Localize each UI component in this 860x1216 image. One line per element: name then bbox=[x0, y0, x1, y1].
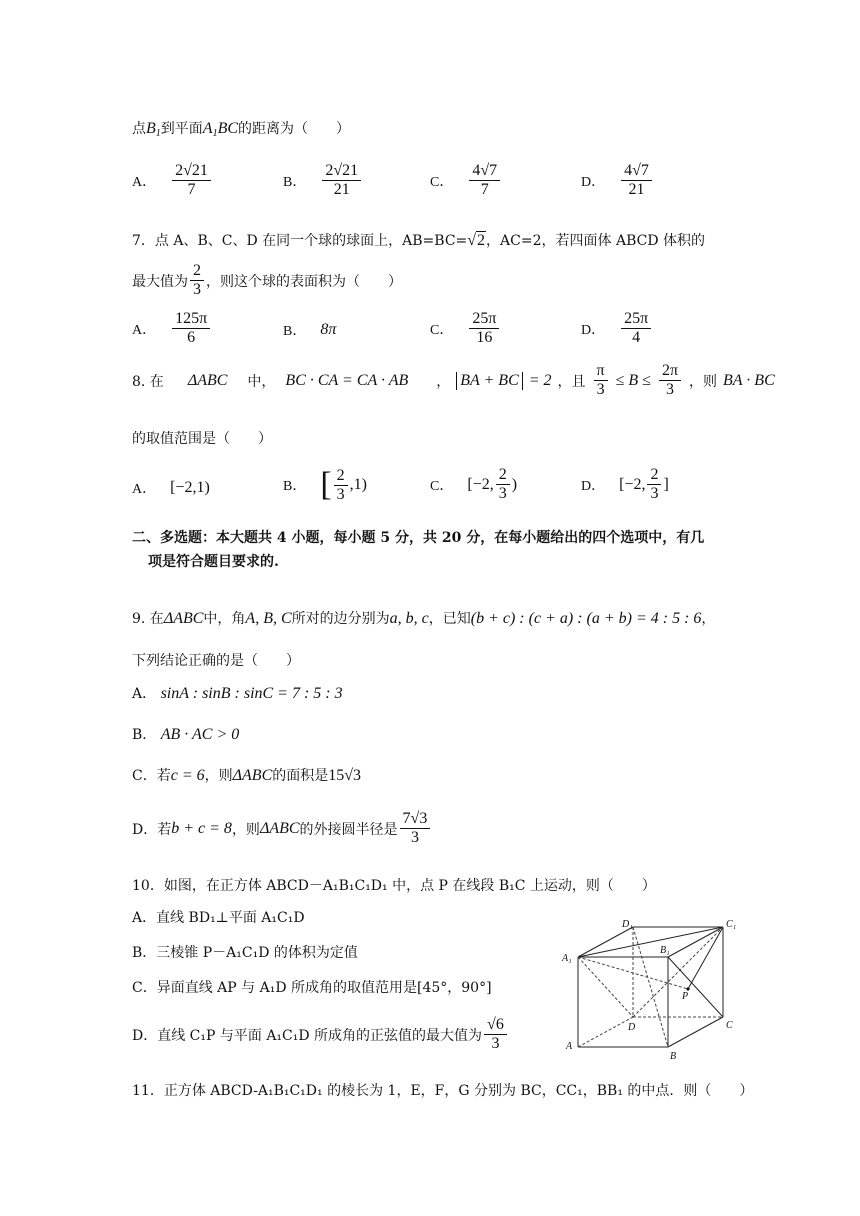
fraction: $\frac{√6}{3}$ bbox=[484, 1016, 507, 1053]
label-b1: B₁ bbox=[660, 945, 670, 956]
vector-equation: BC · CA = CA · AB bbox=[285, 371, 409, 389]
q10-option-b: B．三棱锥 P－A₁C₁D 的体积为定值 bbox=[132, 945, 358, 961]
cube-figure bbox=[556, 915, 746, 1065]
label-d1: D₁ bbox=[622, 919, 633, 930]
label-c: C bbox=[726, 1020, 733, 1031]
fraction: $\frac{125\pi}{6}$ bbox=[172, 310, 210, 347]
q10-option-c: C．异面直线 AP 与 A₁D 所成角的取值范用是[45°，90°] bbox=[132, 980, 492, 996]
section-heading: 二、多选题：本大题共 4 小题，每小题 5 分，共 20 分，在每小题给出的四个选项中，有几 bbox=[132, 530, 705, 546]
section-heading-cont: 项是符合题目要求的. bbox=[148, 554, 279, 570]
label-a: A bbox=[566, 1041, 573, 1052]
q10-line1: 10．如图，在正方体 ABCD－A₁B₁C₁D₁ 中，点 P 在线段 B₁C 上运动，则（ ） bbox=[132, 878, 656, 894]
q6-stem: 点$B_1$到平面$A_1BC$的距离为（ ） bbox=[132, 120, 351, 139]
label-c1: C₁ bbox=[726, 919, 737, 930]
q8-option-a: A． [−2,1) bbox=[132, 479, 210, 497]
q9-line2: 下列结论正确的是（ ） bbox=[132, 653, 300, 669]
q9-option-d: D．若 b + c = 8 ，则 ΔABC 的外接圆半径是 $\frac{7√3}{3}$ bbox=[132, 810, 432, 847]
q8-option-c: C． [−2, $\frac{2}{3}$ ) bbox=[430, 466, 518, 502]
fraction: $\frac{7√3}{3}$ bbox=[400, 810, 431, 847]
fraction: $\frac{2}{3}$ bbox=[496, 466, 510, 503]
q10-option-d: D．直线 C₁P 与平面 A₁C₁D 所成角的正弦值的最大值为 $\frac{√6}{3}$ bbox=[132, 1016, 509, 1053]
q9-option-c: C．若c = 6，则ΔABC的面积是15√3 bbox=[132, 767, 362, 784]
fraction: $\frac{2}{3}$ bbox=[334, 467, 348, 504]
q6-option-a: A． $\frac{2√21}{7}$ bbox=[132, 162, 213, 199]
q7-option-b: B． 8π bbox=[283, 321, 337, 339]
q8-option-b: B． [ $\frac{2}{3}$ ,1) bbox=[283, 466, 367, 503]
point-b1: $B_1$ bbox=[146, 120, 161, 139]
q8-line2: 的取值范围是（ ） bbox=[132, 431, 272, 447]
vector-norm: BA + BC bbox=[456, 372, 523, 390]
fraction: $\frac{\pi}{3}$ bbox=[594, 362, 608, 399]
q8-option-d: D． [−2, $\frac{2}{3}$ ] bbox=[581, 466, 669, 502]
label-d: D bbox=[628, 1022, 636, 1033]
q11-line1: 11．正方体 ABCD-A₁B₁C₁D₁ 的棱长为 1，E，F，G 分别为 BC，CC₁，BB₁ 的中点．则（ ） bbox=[132, 1083, 754, 1099]
q7-option-d: D． $\frac{25\pi}{4}$ bbox=[581, 310, 653, 347]
q6-option-b: B． $\frac{2√21}{21}$ bbox=[283, 162, 363, 199]
q10-option-a: A．直线 BD₁⊥平面 A₁C₁D bbox=[132, 910, 305, 926]
q6-option-d: D． $\frac{4√7}{21}$ bbox=[581, 162, 654, 199]
label-b: B bbox=[670, 1051, 677, 1062]
q7-option-c: C． $\frac{25\pi}{16}$ bbox=[430, 310, 501, 347]
ratio-formula: (b + c) : (c + a) : (a + b) = 4 : 5 : 6 bbox=[470, 610, 702, 627]
label-a1: A₁ bbox=[562, 953, 572, 964]
q7-option-a: A． $\frac{125\pi}{6}$ bbox=[132, 310, 212, 347]
q6-option-c: C． $\frac{4√7}{7}$ bbox=[430, 162, 502, 199]
fraction: $\frac{25\pi}{16}$ bbox=[469, 310, 499, 347]
q9-option-b: B． AB · AC > 0 bbox=[132, 726, 240, 743]
fraction: $\frac{2√21}{21}$ bbox=[322, 162, 361, 199]
fraction: $\frac{4√7}{21}$ bbox=[621, 162, 652, 199]
fraction: $\frac{4√7}{7}$ bbox=[469, 162, 500, 199]
fraction: $\frac{2}{3}$ bbox=[647, 466, 661, 503]
label-p: P bbox=[682, 991, 689, 1002]
q7-line2: 最大值为 $\frac{2}{3}$ ，则这个球的表面积为（ ） bbox=[132, 262, 402, 298]
fraction: $\frac{2}{3}$ bbox=[190, 262, 204, 299]
q8-line1: 8. 在 ΔABC 中， BC · CA = CA · AB ， BA + BC = 2 ，且 $\frac{\pi}{3}$ ≤ B ≤ $\frac{2\pi}{3}$ ，则 BA · BC bbox=[132, 362, 775, 398]
q7-line1: 7．点 A、B、C、D 在同一个球的球面上，AB=BC=√2，AC=2，若四面体 ABCD 体积的 bbox=[132, 232, 706, 249]
fraction: $\frac{25\pi}{4}$ bbox=[621, 310, 651, 347]
q9-line1: 9. 在ΔABC中，角A, B, C所对的边分别为a, b, c，已知(b + c) : (c + a) : (a + b) = 4 : 5 : 6， bbox=[132, 610, 716, 627]
vector-product: BA · BC bbox=[723, 371, 775, 389]
plane-a1bc: $A_1BC$ bbox=[202, 120, 239, 139]
q9-option-a: A． sinA : sinB : sinC = 7 : 5 : 3 bbox=[132, 685, 343, 702]
fraction: $\frac{2\pi}{3}$ bbox=[659, 362, 681, 399]
fraction: $\frac{2√21}{7}$ bbox=[172, 162, 211, 199]
